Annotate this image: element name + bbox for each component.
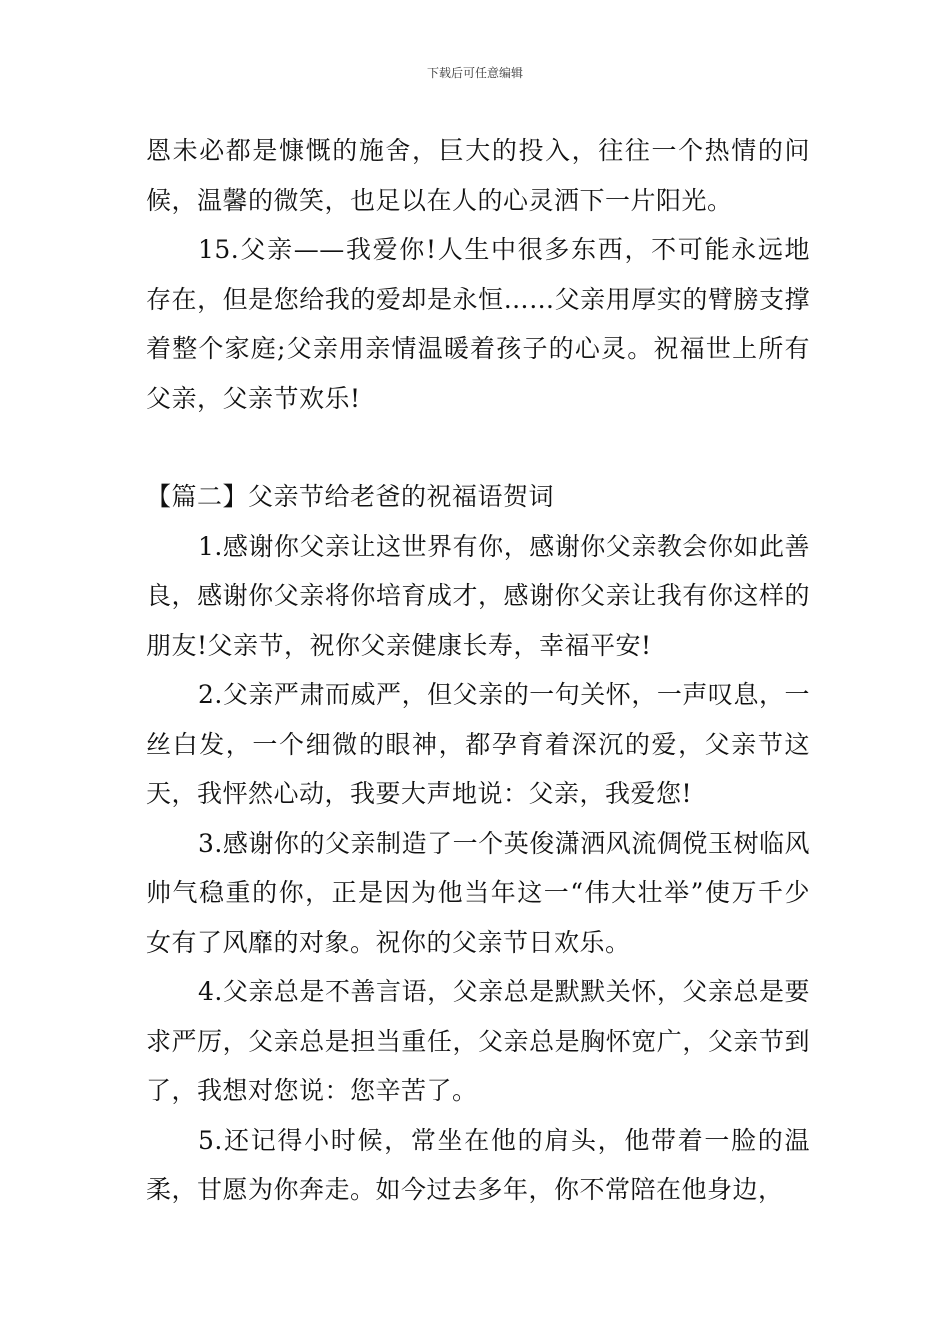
document-body (146, 126, 810, 1215)
paragraph-4: 4.父亲总是不善言语，父亲总是默默关怀，父亲总是要求严厉，父亲总是担当重任，父亲总是胸怀宽广，父亲节到了，我想对您说：您辛苦了。 (146, 977, 810, 1105)
section-gap (146, 423, 810, 472)
section-heading: 【篇二】父亲节给老爸的祝福语贺词 (146, 482, 555, 511)
paragraph-15: 15.父亲——我爱你!人生中很多东西，不可能永远地存在，但是您给我的爱却是永恒……父亲用厚实的臂膀支撑着整个家庭;父亲用亲情温暖着孩子的心灵。祝福世上所有父亲，父亲节欢乐! (146, 235, 810, 413)
paragraph-continued: 恩未必都是慷慨的施舍，巨大的投入，往往一个热情的问候，温馨的微笑，也足以在人的心灵洒下一片阳光。 (146, 136, 810, 215)
paragraph-3: 3.感谢你的父亲制造了一个英俊潇洒风流倜傥玉树临风帅气稳重的你，正是因为他当年这一“伟大壮举”使万千少女有了风靡的对象。祝你的父亲节日欢乐。 (146, 828, 810, 957)
page-header-note: 下载后可任意编辑 (426, 66, 523, 80)
paragraph-2: 2.父亲严肃而威严，但父亲的一句关怀，一声叹息，一丝白发，一个细微的眼神，都孕育着深沉的爱，父亲节这天，我怦然心动，我要大声地说：父亲，我爱您! (146, 680, 810, 808)
paragraph-5: 5.还记得小时候，常坐在他的肩头，他带着一脸的温柔，甘愿为你奔走。如今过去多年，你不常陪在他身边， (146, 1125, 810, 1204)
paragraph-1: 1.感谢你父亲让这世界有你，感谢你父亲教会你如此善良，感谢你父亲将你培育成才，感谢你父亲让我有你这样的朋友!父亲节，祝你父亲健康长寿，幸福平安! (146, 531, 810, 660)
